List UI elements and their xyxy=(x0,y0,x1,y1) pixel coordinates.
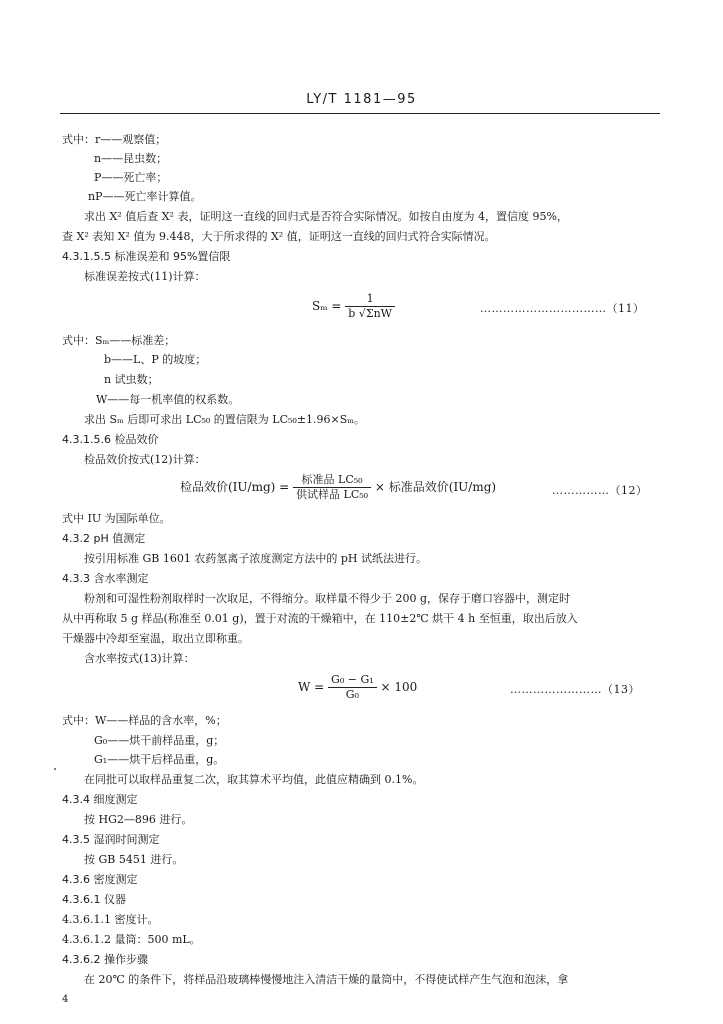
var-def: b——L、P 的坡度； xyxy=(104,353,207,366)
section-heading: 4.3.6.2 操作步骤 xyxy=(62,953,148,966)
equation-13 xyxy=(298,673,417,702)
paragraph-line: 含水率按式(13)计算： xyxy=(84,652,195,665)
var-def: n——昆虫数； xyxy=(94,152,168,165)
page-number: 4 xyxy=(62,994,69,1005)
paragraph-line: 检品效价按式(12)计算： xyxy=(84,453,206,466)
section-heading: 4.3.5 湿润时间测定 xyxy=(62,833,160,846)
eq11-fraction xyxy=(345,292,395,321)
eq12-denominator: 供试样品 LC₅₀ xyxy=(296,488,369,501)
eq11-numerator: 1 xyxy=(345,292,395,307)
eq12-fraction xyxy=(293,473,371,502)
eq13-numerator: G₀ − G₁ xyxy=(328,673,377,688)
where-clause: 式中：W——样品的含水率，%； xyxy=(62,714,227,727)
section-heading: 4.3.1.5.5 标准误差和 95%置信限 xyxy=(62,250,231,263)
list-item: 4.3.6.1.1 密度计。 xyxy=(62,913,159,926)
paragraph-line: 标准误差按式(11)计算： xyxy=(84,270,206,283)
section-heading: 4.3.1.5.6 检品效价 xyxy=(62,433,159,446)
paragraph-line: 按引用标准 GB 1601 农药氢离子浓度测定方法中的 pH 试纸法进行。 xyxy=(84,552,427,565)
var-def: nP——死亡率计算值。 xyxy=(88,190,202,203)
paragraph-line: 粉剂和可湿性粉剂取样时一次取足，不得缩分。取样量不得少于 200 g，保存于磨口容器中，测定时 xyxy=(84,592,571,605)
where-clause: 式中：r——观察值； xyxy=(62,133,167,146)
paragraph-line: 按 HG2—896 进行。 xyxy=(84,813,193,826)
eq12-numerator: 标准品 LC₅₀ xyxy=(293,473,371,488)
scan-speck xyxy=(54,768,56,770)
section-heading: 4.3.4 细度测定 xyxy=(62,793,138,806)
equation-11 xyxy=(312,292,395,321)
eq11-lhs: Sₘ = xyxy=(312,299,346,313)
equation-12 xyxy=(180,473,496,502)
paragraph-line: 从中再称取 5 g 样品(称准至 0.01 g)，置于对流的干燥箱中，在 110±2℃ 烘干 4 h 至恒重，取出后放入 xyxy=(62,612,578,625)
eq13-fraction xyxy=(328,673,377,702)
section-heading: 4.3.2 pH 值测定 xyxy=(62,532,146,545)
var-def: G₀——烘干前样品重，g； xyxy=(94,734,225,747)
var-def: n 试虫数； xyxy=(104,373,159,386)
where-clause: 式中：Sₘ——标准差； xyxy=(62,334,176,347)
eq12-rhs: × 标准品效价(IU/mg) xyxy=(374,480,497,494)
eq13-lhs: W = xyxy=(298,680,329,694)
section-heading: 4.3.6 密度测定 xyxy=(62,873,138,886)
equation-number: ……………………………（11） xyxy=(480,302,645,315)
paragraph-line: 干燥器中冷却至室温，取出立即称重。 xyxy=(62,632,249,645)
eq13-rhs: × 100 xyxy=(380,680,418,694)
var-def: W——每一机率值的权系数。 xyxy=(96,393,240,406)
paragraph-line: 查 X² 表知 X² 值为 9.448，大于所求得的 X² 值，证明这一直线的回归式符合实际情况。 xyxy=(62,230,496,243)
section-heading: 4.3.6.1 仪器 xyxy=(62,893,126,906)
paragraph-line: 式中 IU 为国际单位。 xyxy=(62,512,171,525)
paragraph-line: 按 GB 5451 进行。 xyxy=(84,853,184,866)
eq12-lhs: 检品效价(IU/mg) = xyxy=(180,480,294,494)
list-item: 4.3.6.1.2 量筒：500 mL。 xyxy=(62,933,201,946)
eq11-denominator: b √ΣnW xyxy=(348,307,392,320)
eq13-denominator: G₀ xyxy=(345,688,359,701)
page-header: LY/T 1181—95 xyxy=(306,92,417,107)
header-rule xyxy=(60,113,660,114)
var-def: G₁——烘干后样品重，g。 xyxy=(94,753,225,766)
section-heading: 4.3.3 含水率测定 xyxy=(62,572,149,585)
var-def: P——死亡率； xyxy=(94,171,168,184)
paragraph-line: 在 20℃ 的条件下，将样品沿玻璃棒慢慢地注入清洁干燥的量筒中，不得使试样产生气泡和泡沫，拿 xyxy=(84,973,569,986)
equation-number: ……………（12） xyxy=(552,484,648,497)
paragraph-line: 求出 X² 值后查 X² 表，证明这一直线的回归式是否符合实际情况。如按自由度为 4，置信度 95%， xyxy=(84,210,568,223)
equation-number: ……………………（13） xyxy=(510,683,640,696)
paragraph-line: 在同批可以取样品重复二次，取其算术平均值，此值应精确到 0.1%。 xyxy=(84,773,424,786)
paragraph-line: 求出 Sₘ 后即可求出 LC₅₀ 的置信限为 LC₅₀±1.96×Sₘ。 xyxy=(84,413,366,426)
